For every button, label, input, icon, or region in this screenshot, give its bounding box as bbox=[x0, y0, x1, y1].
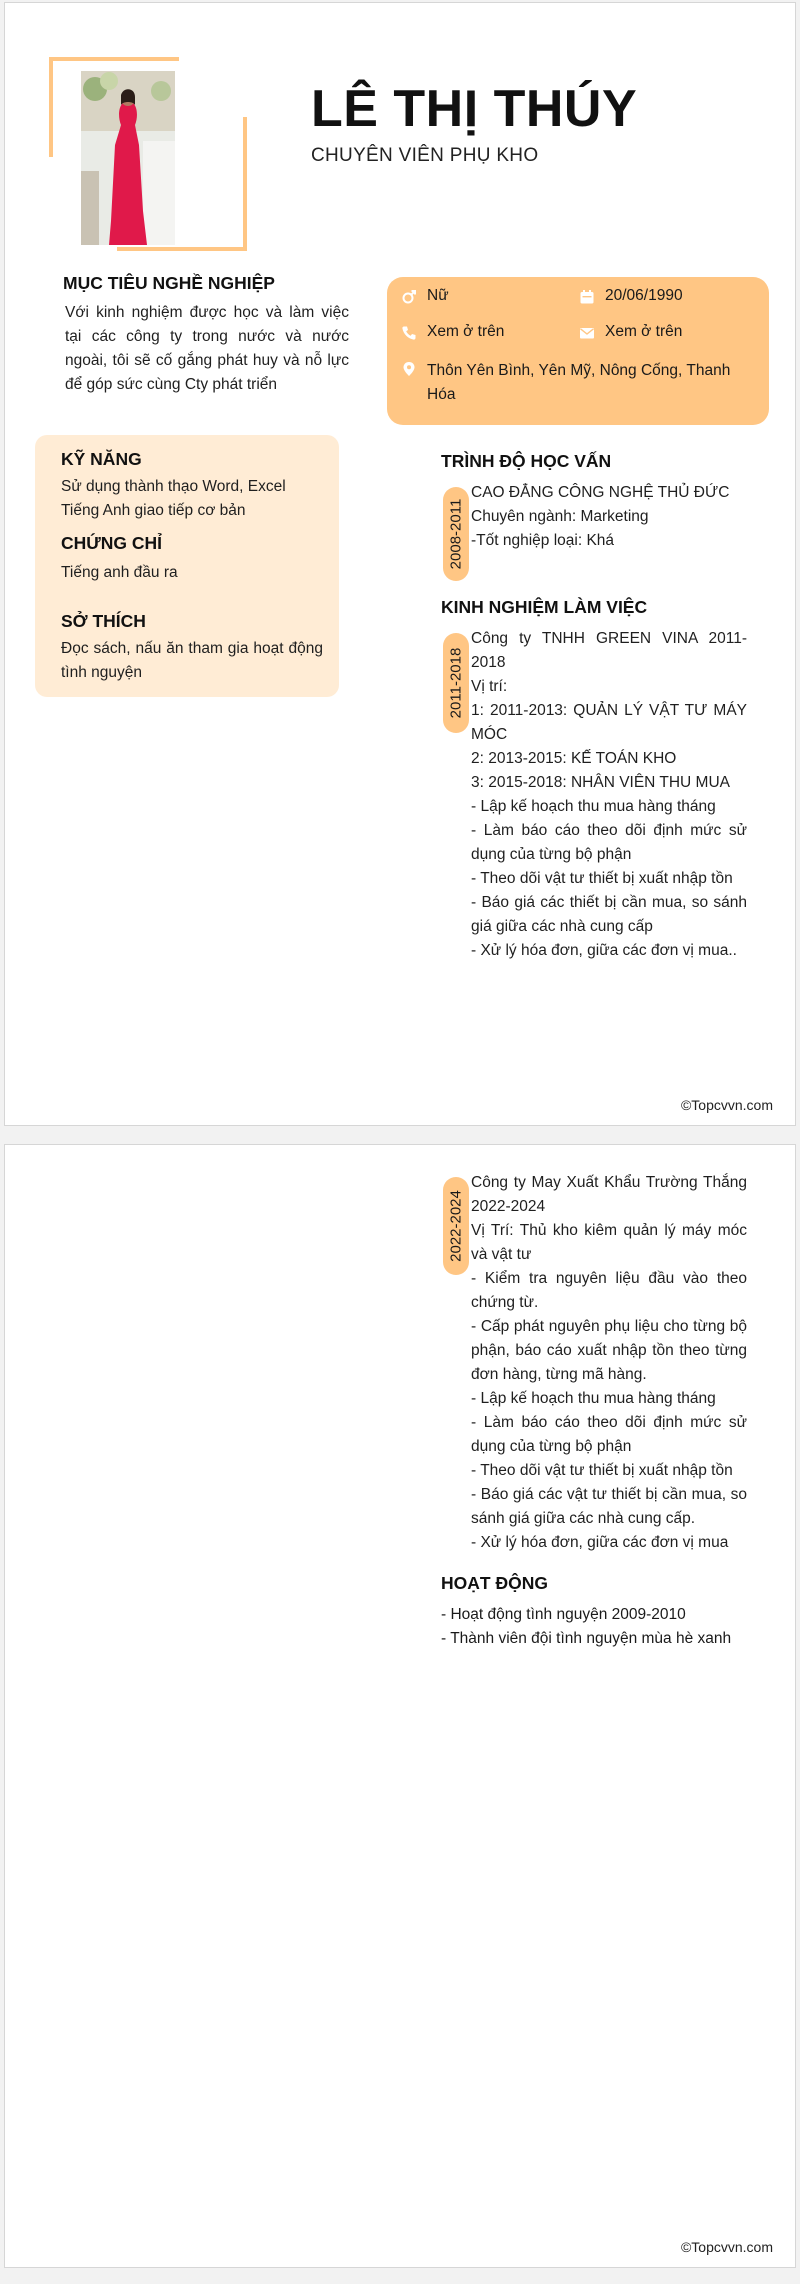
job-line: - Xử lý hóa đơn, giữa các đơn vị mua.. bbox=[471, 942, 737, 959]
job-line: - Báo giá các vật tư thiết bị cần mua, so sánh giá giữa các nhà cung cấp. bbox=[471, 1486, 747, 1527]
job-period bbox=[443, 1177, 469, 1275]
address-value: Thôn Yên Bình, Yên Mỹ, Nông Cống, Thanh Hóa bbox=[427, 362, 731, 403]
contact-email bbox=[579, 323, 682, 341]
cv-page-2 bbox=[4, 1144, 796, 2268]
phone-icon bbox=[401, 325, 417, 341]
phone-value: Xem ở trên bbox=[427, 323, 505, 340]
education-period bbox=[443, 487, 469, 581]
job-line: - Làm báo cáo theo dõi định mức sử dụng của từng bộ phận bbox=[471, 822, 747, 863]
contact-dob bbox=[579, 287, 683, 305]
contact-box bbox=[387, 277, 769, 425]
skill-item: Tiếng Anh giao tiếp cơ bản bbox=[61, 502, 246, 519]
certificates-text: Tiếng anh đầu ra bbox=[61, 564, 178, 581]
contact-address bbox=[401, 359, 751, 407]
job-line: - Báo giá các thiết bị cần mua, so sánh giá giữa các nhà cung cấp bbox=[471, 894, 747, 935]
education-line: CAO ĐẲNG CÔNG NGHỆ THỦ ĐỨC bbox=[471, 484, 730, 501]
contact-gender bbox=[401, 287, 449, 305]
job-period-label: 2022-2024 bbox=[447, 1190, 465, 1262]
activities-title: HOẠT ĐỘNG bbox=[441, 1573, 548, 1593]
job-line: Vị trí: bbox=[471, 678, 508, 695]
email-icon bbox=[579, 325, 595, 341]
job-line: Vị Trí: Thủ kho kiêm quản lý máy móc và vật tư bbox=[471, 1222, 747, 1263]
skills-title: KỸ NĂNG bbox=[61, 449, 142, 469]
candidate-name: LÊ THỊ THÚY bbox=[311, 80, 638, 138]
contact-phone bbox=[401, 323, 504, 341]
hobbies-text: Đọc sách, nấu ăn tham gia hoạt động tình nguyện bbox=[61, 640, 323, 681]
objective-title: MỤC TIÊU NGHỀ NGHIỆP bbox=[63, 273, 275, 293]
job-line: - Theo dõi vật tư thiết bị xuất nhập tồn bbox=[471, 1462, 733, 1479]
footer-watermark: ©Topcvvn.com bbox=[680, 2239, 773, 2255]
job-line: - Xử lý hóa đơn, giữa các đơn vị mua bbox=[471, 1534, 729, 1551]
certificates-title: CHỨNG CHỈ bbox=[61, 533, 163, 553]
education-period-label: 2008-2011 bbox=[447, 498, 465, 570]
job-line: 2: 2013-2015: KẾ TOÁN KHO bbox=[471, 750, 677, 767]
job-line: 3: 2015-2018: NHÂN VIÊN THU MUA bbox=[471, 774, 731, 791]
cv-page-1 bbox=[4, 2, 796, 1126]
job-line: - Cấp phát nguyên phụ liệu cho từng bộ phận, báo cáo xuất nhập tồn theo từng đơn hàng, từng mã hàng. bbox=[471, 1318, 747, 1383]
job-line: Công ty May Xuất Khẩu Trường Thắng 2022-2024 bbox=[471, 1174, 747, 1215]
hobbies-title: SỞ THÍCH bbox=[61, 611, 146, 631]
job-line: - Kiểm tra nguyên liệu đầu vào theo chứng từ. bbox=[471, 1270, 747, 1311]
skill-item: Sử dụng thành thạo Word, Excel bbox=[61, 478, 286, 495]
job-line: Công ty TNHH GREEN VINA 2011-2018 bbox=[471, 630, 747, 671]
experience-title: KINH NGHIỆM LÀM VIỆC bbox=[441, 597, 648, 617]
profile-photo bbox=[81, 71, 175, 245]
email-value: Xem ở trên bbox=[605, 323, 683, 340]
education-line: Chuyên ngành: Marketing bbox=[471, 508, 649, 525]
objective-text: Với kinh nghiệm được học và làm việc tại các công ty trong nước và nước ngoài, tôi sẽ cố gắng phát huy và nỗ lực để góp sức cùng Cty phát triển bbox=[65, 304, 349, 393]
job-line: 1: 2011-2013: QUẢN LÝ VẬT TƯ MÁY MÓC bbox=[471, 702, 747, 743]
calendar-icon bbox=[579, 289, 595, 305]
activity-item: - Thành viên đội tình nguyện mùa hè xanh bbox=[441, 1630, 732, 1647]
skills-panel bbox=[35, 435, 339, 697]
footer-watermark: ©Topcvvn.com bbox=[680, 1097, 773, 1113]
job-period bbox=[443, 633, 469, 733]
job-title: CHUYÊN VIÊN PHỤ KHO bbox=[311, 145, 539, 166]
education-line: -Tốt nghiệp loại: Khá bbox=[471, 532, 615, 549]
activity-item: - Hoạt động tình nguyện 2009-2010 bbox=[441, 1606, 686, 1623]
job-line: - Làm báo cáo theo dõi định mức sử dụng của từng bộ phận bbox=[471, 1414, 747, 1455]
job-line: - Theo dõi vật tư thiết bị xuất nhập tồn bbox=[471, 870, 733, 887]
location-icon bbox=[401, 361, 417, 377]
gender-value: Nữ bbox=[427, 287, 449, 304]
education-title: TRÌNH ĐỘ HỌC VẤN bbox=[441, 451, 612, 471]
job-period-label: 2011-2018 bbox=[447, 647, 465, 719]
dob-value: 20/06/1990 bbox=[605, 287, 683, 304]
gender-icon bbox=[401, 289, 417, 305]
job-line: - Lập kế hoạch thu mua hàng tháng bbox=[471, 1390, 716, 1407]
job-line: - Lập kế hoạch thu mua hàng tháng bbox=[471, 798, 716, 815]
